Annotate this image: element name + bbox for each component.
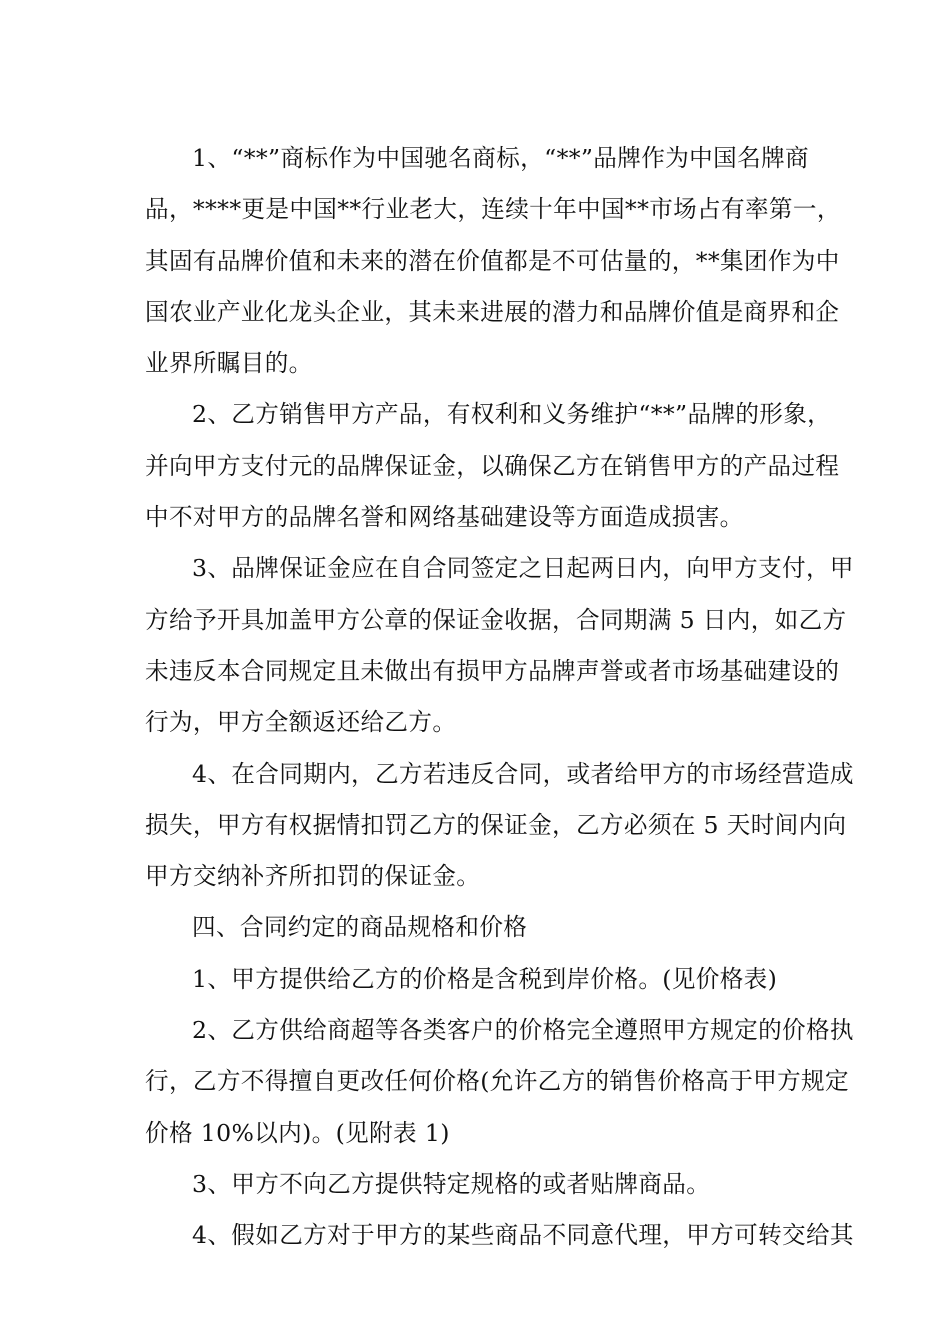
text-line: 国农业产业化龙头企业，其未来进展的潜力和品牌价值是商界和企 — [145, 297, 840, 326]
text-line: 4、在合同期内，乙方若违反合同，或者给甲方的市场经营造成 — [192, 759, 854, 788]
paragraph-deposit-payment — [145, 543, 854, 748]
paragraph-price-basis — [145, 954, 809, 1005]
text-line: 2、乙方供给商超等各类客户的价格完全遵照甲方规定的价格执 — [192, 1016, 854, 1045]
section-heading: 四、合同约定的商品规格和价格 — [192, 913, 528, 942]
text-line: 并向甲方支付元的品牌保证金，以确保乙方在销售甲方的产品过程 — [145, 451, 840, 480]
text-line: 行为，甲方全额返还给乙方。 — [145, 708, 457, 737]
document-page — [145, 133, 854, 1262]
text-line: 未违反本合同规定且未做出有损甲方品牌声誉或者市场基础建设的 — [145, 656, 840, 685]
section-heading-specs-prices — [145, 902, 809, 953]
paragraph-price-compliance — [145, 1005, 854, 1159]
text-line: 中不对甲方的品牌名誉和网络基础建设等方面造成损害。 — [145, 503, 744, 532]
text-line: 2、乙方销售甲方产品，有权利和义务维护“**”品牌的形象， — [192, 400, 832, 429]
paragraph-brand-deposit — [145, 389, 840, 543]
text-line: 损失，甲方有权据情扣罚乙方的保证金，乙方必须在 5 天时间内向 — [145, 810, 847, 839]
text-line: 1、甲方提供给乙方的价格是含税到岸价格。(见价格表) — [192, 964, 778, 993]
text-line: 业界所瞩目的。 — [145, 349, 313, 378]
text-line: 价格 10%以内)。(见附表 1) — [145, 1118, 450, 1147]
text-line: 1、“**”商标作为中国驰名商标，“**”品牌作为中国名牌商 — [192, 144, 809, 172]
paragraph-brand-value — [145, 133, 841, 389]
paragraph-no-oem — [145, 1159, 809, 1210]
text-line: 行，乙方不得擅自更改任何价格(允许乙方的销售价格高于甲方规定 — [145, 1067, 849, 1096]
text-line: 3、品牌保证金应在自合同签定之日起两日内，向甲方支付，甲 — [192, 554, 854, 583]
paragraph-agency-refusal — [145, 1210, 854, 1261]
text-line: 甲方交纳补齐所扣罚的保证金。 — [145, 862, 481, 891]
text-line: 方给予开具加盖甲方公章的保证金收据，合同期满 5 日内，如乙方 — [145, 605, 847, 634]
text-line: 4、假如乙方对于甲方的某些商品不同意代理，甲方可转交给其 — [192, 1221, 854, 1250]
text-line: 3、甲方不向乙方提供特定规格的或者贴牌商品。 — [192, 1169, 711, 1198]
paragraph-deposit-penalty — [145, 749, 854, 903]
text-line: 其固有品牌价值和未来的潜在价值都是不可估量的，**集团作为中 — [145, 246, 840, 275]
text-line: 品，****更是中国**行业老大，连续十年中国**市场占有率第一， — [145, 195, 841, 224]
